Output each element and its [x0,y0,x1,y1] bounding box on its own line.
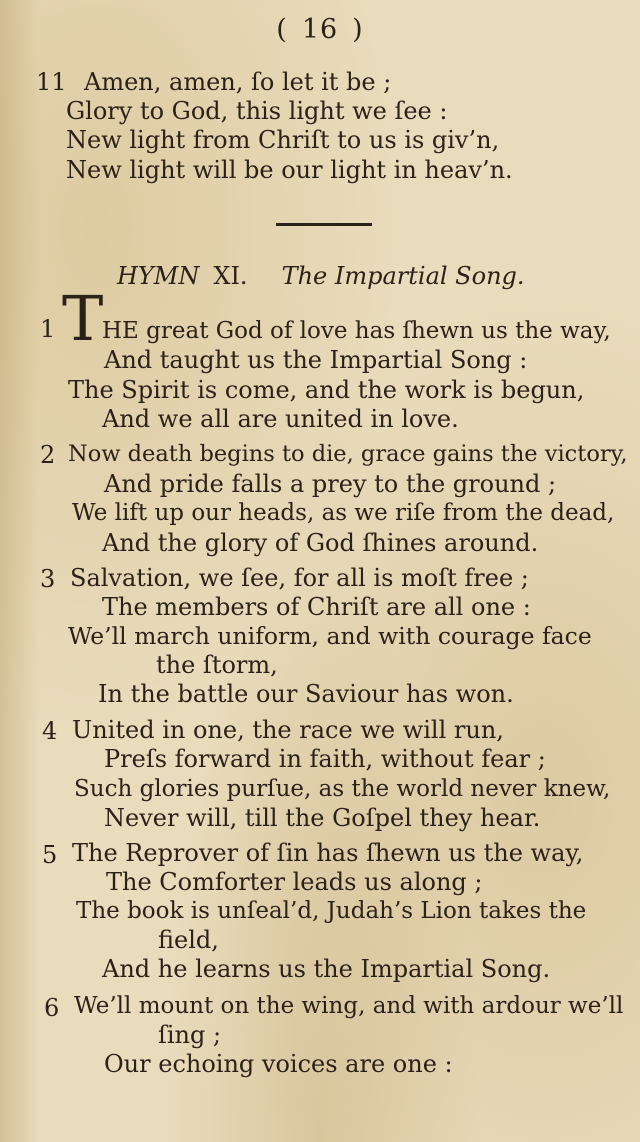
verse-line: We’ll mount on the wing, and with ardour we’ll [74,993,624,1019]
page-number-close-paren: ) [352,14,364,45]
verse-line: We’ll march uniform, and with courage face [68,622,592,650]
verse-line: And taught us the Impartial Song : [104,346,528,374]
verse-line: Our echoing voices are one : [104,1050,453,1078]
verse-line: In the battle our Saviour has won. [98,680,514,708]
verse-line: ſing ; [158,1021,222,1049]
verse-line: Now death begins to die, grace gains the victory, [68,441,628,467]
verse-line: And the glory of God ſhines around. [102,529,539,557]
verse-line: Such glories purſue, as the world never knew, [74,776,611,802]
verse-line: Glory to God, this light we ſee : [66,97,448,125]
section-divider-rule [276,223,372,226]
verse-line: New light will be our light in heav’n. [66,156,513,184]
verse-number: 11 [36,68,67,96]
verse-line: Never will, till the Goſpel they hear. [104,804,541,832]
verse-line: New light from Chriſt to us is giv’n, [66,126,500,154]
verse-line: The book is unſeal’d, Judah’s Lion takes the [76,898,587,924]
verse-line: field, [158,926,219,954]
verse-number: 4 [42,717,58,745]
page-number-value: 16 [301,14,339,45]
verse-line: Salvation, we ſee, for all is moſt free ; [70,564,529,592]
verse-number: 1 [40,315,56,343]
verse-number: 2 [40,441,56,469]
verse-line: We lift up our heads, as we riſe from the dead, [72,500,615,526]
verse-line: the ſtorm, [156,651,278,679]
hymn-title: The Impartial Song. [281,262,525,290]
verse-line: The members of Chriſt are all one : [102,593,531,621]
hymn-label: HYMN [117,262,200,290]
verse-number: 6 [44,994,60,1022]
verse-line: Amen, amen, ſo let it be ; [84,68,392,96]
hymn-heading [117,262,525,290]
verse-line: And pride falls a prey to the ground ; [104,470,557,498]
hymn-numeral: XI. [213,262,248,290]
verse-line: The Spirit is come, and the work is begun, [68,376,585,404]
verse-line: HE great God of love has ſhewn us the way, [102,318,611,344]
page-number-open-paren: ( [276,14,288,45]
drop-cap: T [62,282,104,355]
verse-line: Preſs forward in faith, without fear ; [104,745,546,773]
verse-line: And he learns us the Impartial Song. [102,955,551,983]
verse-number: 3 [40,565,56,593]
page-number [0,14,640,45]
verse-number: 5 [42,841,58,869]
verse-line: And we all are united in love. [102,405,459,433]
verse-line: United in one, the race we will run, [72,716,504,744]
verse-line: The Comforter leads us along ; [106,868,483,896]
verse-line: The Reprover of ſin has ſhewn us the way, [72,839,584,867]
